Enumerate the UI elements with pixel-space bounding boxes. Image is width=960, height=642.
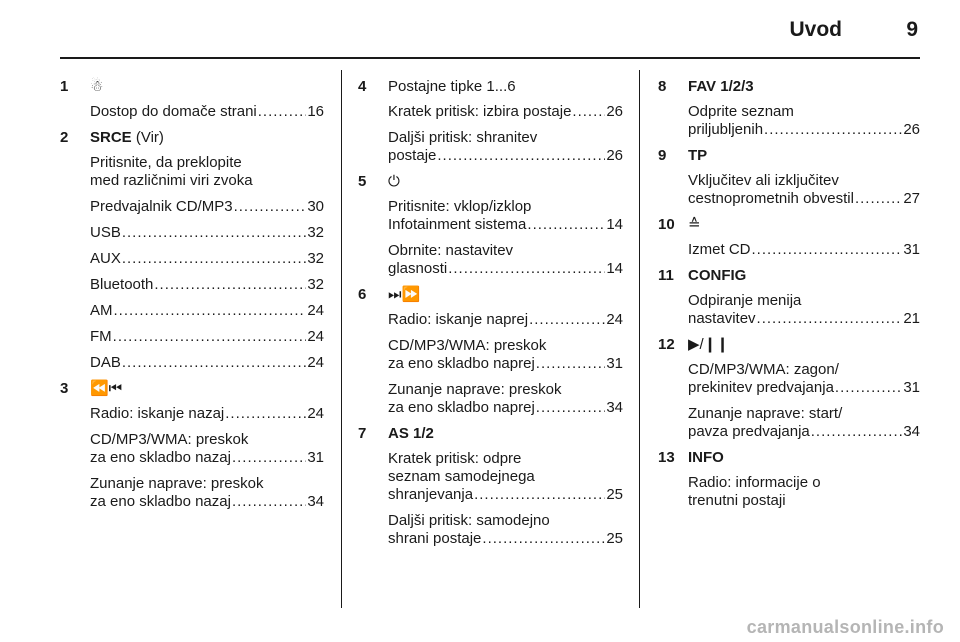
description-entry <box>90 354 324 372</box>
page-reference: 30 <box>307 198 324 215</box>
leader-dots <box>536 355 606 373</box>
control-item-5 <box>358 173 623 278</box>
page-reference: 24 <box>606 311 623 328</box>
description-text: prekinitev predvajanja <box>688 379 834 396</box>
page-reference: 31 <box>903 241 920 258</box>
toc-leader-line <box>388 399 623 417</box>
control-item-8 <box>658 78 920 139</box>
page-reference: 27 <box>903 190 920 207</box>
control-item-9 <box>658 147 920 208</box>
toc-leader-line <box>388 530 623 548</box>
description-line: CD/MP3/WMA: preskok <box>388 337 547 354</box>
page-reference: 26 <box>606 147 623 164</box>
description-entry <box>90 328 324 346</box>
toc-leader-line <box>90 493 324 511</box>
description-entry <box>388 450 623 504</box>
control-item-1 <box>60 78 324 121</box>
control-item-10 <box>658 216 920 259</box>
toc-leader-line <box>90 250 324 268</box>
page-reference: 24 <box>307 354 324 371</box>
description-entry <box>90 405 324 423</box>
item-heading <box>688 336 920 354</box>
description-text: Bluetooth <box>90 276 154 293</box>
control-item-2 <box>60 129 324 372</box>
page-reference: 21 <box>903 310 920 327</box>
control-item-3 <box>60 380 324 511</box>
item-number: 8 <box>658 78 667 95</box>
description-text: postaje <box>388 147 437 164</box>
description-text: Dostop do domače strani <box>90 103 257 120</box>
toc-leader-line <box>688 121 920 139</box>
description-entry <box>90 276 324 294</box>
toc-leader-line <box>388 147 623 165</box>
leader-dots <box>752 241 903 259</box>
item-number: 13 <box>658 449 675 466</box>
item-heading <box>388 425 623 443</box>
page-reference: 24 <box>307 405 324 422</box>
leader-dots <box>232 449 306 467</box>
toc-leader-line <box>90 103 324 121</box>
description-text: USB <box>90 224 121 241</box>
description-text: za eno skladbo nazaj <box>90 493 231 510</box>
leader-dots <box>114 302 307 320</box>
description-line: CD/MP3/WMA: preskok <box>90 431 249 448</box>
button-symbol-icon: ⏻ <box>388 173 400 190</box>
toc-leader-line <box>388 103 623 121</box>
toc-leader-line <box>388 311 623 329</box>
description-entry <box>90 198 324 216</box>
item-heading <box>388 173 623 191</box>
button-symbol-icon: ≙ <box>688 216 701 233</box>
page-reference: 25 <box>606 530 623 547</box>
leader-dots <box>572 103 605 121</box>
item-number: 2 <box>60 129 69 146</box>
item-heading <box>388 286 623 304</box>
page-reference: 31 <box>606 355 623 372</box>
page-reference: 34 <box>307 493 324 510</box>
toc-leader-line <box>90 405 324 423</box>
control-item-12 <box>658 336 920 441</box>
button-label: INFO <box>688 449 724 466</box>
control-item-11 <box>658 267 920 328</box>
description-text: cestnoprometnih obvestil <box>688 190 854 207</box>
leader-dots <box>835 379 902 397</box>
leader-dots <box>527 216 605 234</box>
button-symbol-icon: ⏪⏮ <box>90 380 123 397</box>
description-entry <box>688 241 920 259</box>
item-number: 3 <box>60 380 69 397</box>
button-symbol-icon: ⏭⏩ <box>388 286 421 303</box>
description-text: Radio: iskanje naprej <box>388 311 529 328</box>
description-entry <box>688 474 920 510</box>
description-text: nastavitev <box>688 310 756 327</box>
toc-leader-line <box>388 260 623 278</box>
description-text: Infotainment sistema <box>388 216 527 233</box>
description-text: FM <box>90 328 112 345</box>
button-label: AS 1/2 <box>388 425 434 442</box>
toc-leader-line <box>688 310 920 328</box>
item-heading <box>688 267 920 285</box>
page-reference: 32 <box>307 276 324 293</box>
description-text: za eno skladbo naprej <box>388 355 535 372</box>
toc-leader-line <box>688 379 920 397</box>
toc-leader-line <box>388 355 623 373</box>
item-number: 4 <box>358 78 367 95</box>
leader-dots <box>855 190 902 208</box>
button-symbol-icon: ▶/❙❙ <box>688 336 729 353</box>
description-entry <box>90 475 324 511</box>
leader-dots <box>448 260 605 278</box>
description-text: Predvajalnik CD/MP3 <box>90 198 233 215</box>
toc-leader-line <box>90 328 324 346</box>
description-line: Kratek pritisk: odpre <box>388 450 522 467</box>
description-text: Kratek pritisk: izbira postaje <box>388 103 572 120</box>
leader-dots <box>474 486 605 504</box>
description-line: Zunanje naprave: start/ <box>688 405 843 422</box>
column-divider-1 <box>341 70 342 608</box>
leader-dots <box>757 310 903 328</box>
toc-leader-line <box>90 302 324 320</box>
leader-dots <box>437 147 605 165</box>
description-entry <box>688 103 920 139</box>
item-number: 1 <box>60 78 69 95</box>
page-number: 9 <box>906 18 918 41</box>
page-reference: 14 <box>606 216 623 233</box>
description-line: Radio: informacije o <box>688 474 821 491</box>
item-number: 6 <box>358 286 367 303</box>
page-reference: 32 <box>307 224 324 241</box>
description-entry <box>90 250 324 268</box>
page-reference: 34 <box>903 423 920 440</box>
item-heading <box>688 449 920 467</box>
description-entry <box>90 224 324 242</box>
item-number: 12 <box>658 336 675 353</box>
description-text: Izmet CD <box>688 241 751 258</box>
column-1 <box>60 78 324 519</box>
page-reference: 24 <box>307 302 324 319</box>
description-entry <box>388 242 623 278</box>
toc-leader-line <box>90 449 324 467</box>
toc-leader-line <box>388 216 623 234</box>
description-line: seznam samodejnega <box>388 468 535 485</box>
page-reference: 24 <box>307 328 324 345</box>
column-3 <box>658 78 920 518</box>
description-entry <box>688 405 920 441</box>
leader-dots <box>154 276 306 294</box>
description-entry <box>688 172 920 208</box>
description-text: DAB <box>90 354 121 371</box>
leader-dots <box>811 423 903 441</box>
description-entry <box>388 337 623 373</box>
column-divider-2 <box>639 70 640 608</box>
leader-dots <box>529 311 605 329</box>
toc-leader-line <box>90 198 324 216</box>
button-label: CONFIG <box>688 267 747 284</box>
description-line: Pritisnite, da preklopite <box>90 154 242 171</box>
control-item-6 <box>358 286 623 417</box>
item-heading <box>90 129 324 147</box>
page-header <box>0 18 960 48</box>
watermark: carmanualsonline.info <box>746 617 944 637</box>
item-heading <box>688 216 920 234</box>
description-line: Pritisnite: vklop/izklop <box>388 198 532 215</box>
leader-dots <box>113 328 307 346</box>
description-line: Odprite seznam <box>688 103 794 120</box>
description-text: za eno skladbo nazaj <box>90 449 231 466</box>
description-line: med različnimi viri zvoka <box>90 172 253 189</box>
header-rule <box>60 57 920 59</box>
item-number: 10 <box>658 216 675 233</box>
description-text: shrani postaje <box>388 530 482 547</box>
item-number: 11 <box>658 267 674 284</box>
page-reference: 26 <box>903 121 920 138</box>
button-label: TP <box>688 147 708 164</box>
description-entry <box>688 292 920 328</box>
item-heading <box>388 78 623 96</box>
description-line: Zunanje naprave: preskok <box>90 475 264 492</box>
page-reference: 32 <box>307 250 324 267</box>
control-item-4 <box>358 78 623 165</box>
leader-dots <box>258 103 307 121</box>
item-heading <box>688 147 920 165</box>
leader-dots <box>122 354 306 372</box>
leader-dots <box>122 250 306 268</box>
description-entry <box>90 103 324 121</box>
description-text: pavza predvajanja <box>688 423 810 440</box>
description-entry <box>388 512 623 548</box>
item-heading <box>688 78 920 96</box>
toc-leader-line <box>388 486 623 504</box>
leader-dots <box>122 224 306 242</box>
description-entry <box>388 103 623 121</box>
item-heading <box>90 78 324 96</box>
description-entry <box>388 381 623 417</box>
item-number: 7 <box>358 425 367 442</box>
page-title: Uvod <box>789 18 842 41</box>
leader-dots <box>225 405 306 423</box>
description-text: priljubljenih <box>688 121 764 138</box>
description-text: Radio: iskanje nazaj <box>90 405 225 422</box>
page-reference: 31 <box>903 379 920 396</box>
description-entry <box>90 431 324 467</box>
description-text: za eno skladbo naprej <box>388 399 535 416</box>
leader-dots <box>482 530 605 548</box>
toc-leader-line <box>688 190 920 208</box>
control-item-13 <box>658 449 920 510</box>
toc-leader-line <box>688 241 920 259</box>
description-line: Daljši pritisk: shranitev <box>388 129 538 146</box>
toc-leader-line <box>90 354 324 372</box>
description-entry <box>90 302 324 320</box>
description-line: CD/MP3/WMA: zagon/ <box>688 361 839 378</box>
description-entry <box>388 311 623 329</box>
description-text: glasnosti <box>388 260 448 277</box>
description-line: trenutni postaji <box>688 492 786 509</box>
button-symbol-icon: ☃ <box>90 78 104 95</box>
leader-dots <box>536 399 606 417</box>
button-label-suffix: (Vir) <box>131 129 164 146</box>
description-entry <box>388 198 623 234</box>
description-line: Zunanje naprave: preskok <box>388 381 562 398</box>
page-reference: 31 <box>307 449 324 466</box>
description-text: AM <box>90 302 113 319</box>
control-item-7 <box>358 425 623 548</box>
description-entry <box>388 129 623 165</box>
toc-leader-line <box>90 224 324 242</box>
description-line: Daljši pritisk: samodejno <box>388 512 550 529</box>
toc-leader-line <box>90 276 324 294</box>
description-line: Obrnite: nastavitev <box>388 242 514 259</box>
button-label: Postajne tipke 1...6 <box>388 78 516 95</box>
page-reference: 14 <box>606 260 623 277</box>
leader-dots <box>234 198 307 216</box>
button-label: SRCE <box>90 129 132 146</box>
description-entry <box>688 361 920 397</box>
toc-leader-line <box>688 423 920 441</box>
description-entry <box>90 154 324 190</box>
description-text: shranjevanja <box>388 486 474 503</box>
page-reference: 16 <box>307 103 324 120</box>
column-2 <box>358 78 623 556</box>
leader-dots <box>232 493 306 511</box>
item-number: 9 <box>658 147 667 164</box>
description-line: Odpiranje menija <box>688 292 802 309</box>
item-heading <box>90 380 324 398</box>
description-line: Vključitev ali izključitev <box>688 172 839 189</box>
leader-dots <box>764 121 902 139</box>
page-reference: 26 <box>606 103 623 120</box>
button-label: FAV 1/2/3 <box>688 78 754 95</box>
page-reference: 25 <box>606 486 623 503</box>
description-text: AUX <box>90 250 121 267</box>
item-number: 5 <box>358 173 367 190</box>
page-reference: 34 <box>606 399 623 416</box>
